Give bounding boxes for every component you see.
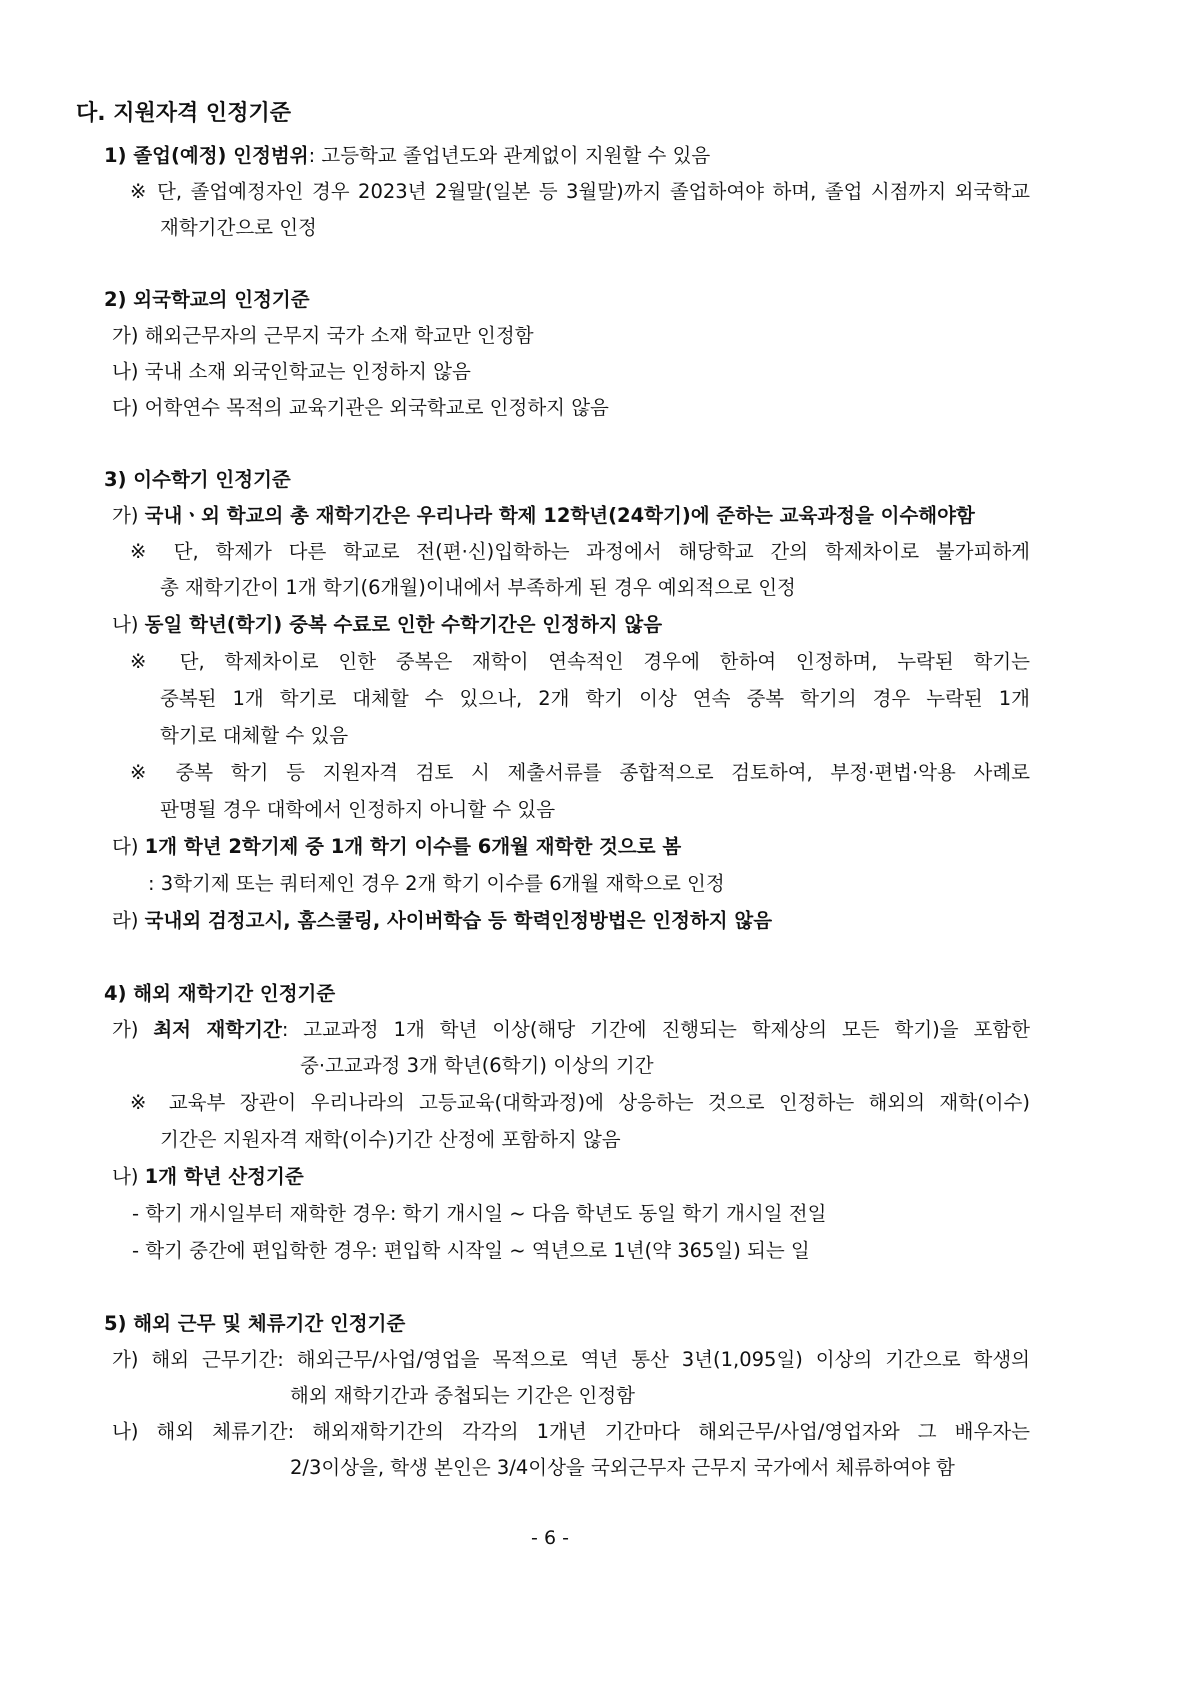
s5-item-b-line2: 2/3이상을, 학생 본인은 3/4이상을 국외근무자 근무지 국가에서 체류하여야 함 [290, 1456, 955, 1479]
s4-b-list-item1: - 학기 개시일부터 재학한 경우: 학기 개시일 ~ 다음 학년도 동일 학기 개시일 전일 [132, 1202, 827, 1225]
s3-title: 3) 이수학기 인정기준 [104, 468, 291, 491]
section-heading: 다. 지원자격 인정기준 [76, 101, 291, 126]
s4-item-a-line2: 중·고교과정 3개 학년(6학기) 이상의 기간 [300, 1054, 654, 1077]
s3-item-c-marker: 다) [112, 835, 139, 858]
s4-item-a-label: 최저 재학기간 [153, 1018, 282, 1041]
s3-b-note1-line2: 중복된 1개 학기로 대체할 수 있으나, 2개 학기 이상 연속 중복 학기의 경우 누락된 1개 [160, 687, 1030, 710]
s4-item-a-marker: 가) [112, 1018, 139, 1041]
s1-text: : 고등학교 졸업년도와 관계없이 지원할 수 있음 [308, 144, 711, 167]
s1-note-line2: 재학기간으로 인정 [160, 216, 317, 239]
s2-title: 2) 외국학교의 인정기준 [104, 288, 310, 311]
page-number: - 6 - [531, 1527, 569, 1549]
s3-item-c-text: 1개 학년 2학기제 중 1개 학기 이수를 6개월 재학한 것으로 봄 [144, 835, 682, 858]
s3-item-a-text: 국내ㆍ외 학교의 총 재학기간은 우리나라 학제 12학년(24학기)에 준하는 교육과정을 이수해야함 [144, 504, 975, 527]
s3-item-b-text: 동일 학년(학기) 중복 수료로 인한 수학기간은 인정하지 않음 [144, 613, 663, 636]
s3-item-a [112, 502, 975, 530]
s3-a-note-line2: 총 재학기간이 1개 학기(6개월)이내에서 부족하게 된 경우 예외적으로 인정 [160, 576, 796, 599]
s3-b-note2-line1: ※ 중복 학기 등 지원자격 검토 시 제출서류를 종합적으로 검토하여, 부정·편법·악용 사례로 [130, 761, 1030, 784]
s3-item-c [112, 833, 681, 861]
s3-item-c-sub: : 3학기제 또는 쿼터제인 경우 2개 학기 이수를 6개월 재학으로 인정 [148, 872, 725, 895]
s4-title: 4) 해외 재학기간 인정기준 [104, 982, 336, 1005]
s2-item-c: 다) 어학연수 목적의 교육기관은 외국학교로 인정하지 않음 [112, 396, 609, 419]
s3-item-d-text: 국내외 검정고시, 홈스쿨링, 사이버학습 등 학력인정방법은 인정하지 않음 [144, 909, 773, 932]
s4-item-b-text: 1개 학년 산정기준 [144, 1165, 304, 1188]
s1-title: 1) 졸업(예정) 인정범위 [104, 144, 309, 167]
s3-b-note2-line2: 판명될 경우 대학에서 인정하지 아니할 수 있음 [160, 798, 556, 821]
s5-item-a-line2: 해외 재학기간과 중첩되는 기간은 인정함 [290, 1384, 636, 1407]
s3-item-d-marker: 라) [112, 909, 139, 932]
s4-item-a-text1: : 고교과정 1개 학년 이상(해당 기간에 진행되는 학제상의 모든 학기)을 포함한 [281, 1018, 1030, 1041]
s4-item-b-marker: 나) [112, 1165, 139, 1188]
s3-item-b-marker: 나) [112, 613, 139, 636]
s4-b-list-item2: - 학기 중간에 편입학한 경우: 편입학 시작일 ~ 역년으로 1년(약 365일) 되는 일 [132, 1239, 810, 1262]
s5-item-b-line1: 나) 해외 체류기간: 해외재학기간의 각각의 1개년 기간마다 해외근무/사업/영업자와 그 배우자는 [112, 1420, 1030, 1443]
s1-line [104, 142, 710, 170]
s2-item-a: 가) 해외근무자의 근무지 국가 소재 학교만 인정함 [112, 324, 534, 347]
s3-item-a-marker: 가) [112, 504, 139, 527]
s3-a-note-line1: ※ 단, 학제가 다른 학교로 전(편·신)입학하는 과정에서 해당학교 간의 학제차이로 불가피하게 [130, 540, 1030, 563]
s4-item-a-line1 [112, 1016, 1030, 1044]
s5-title: 5) 해외 근무 및 체류기간 인정기준 [104, 1312, 406, 1335]
s4-a-note-line1: ※ 교육부 장관이 우리나라의 고등교육(대학과정)에 상응하는 것으로 인정하는 해외의 재학(이수) [130, 1091, 1030, 1114]
s3-b-note1-line3: 학기로 대체할 수 있음 [160, 724, 349, 747]
s3-item-b [112, 611, 662, 639]
s1-note-line1: ※ 단, 졸업예정자인 경우 2023년 2월말(일본 등 3월말)까지 졸업하여야 하며, 졸업 시점까지 외국학교 [130, 180, 1030, 203]
s4-item-b [112, 1163, 304, 1191]
s2-item-b: 나) 국내 소재 외국인학교는 인정하지 않음 [112, 360, 471, 383]
s3-b-note1-line1: ※ 단, 학제차이로 인한 중복은 재학이 연속적인 경우에 한하여 인정하며, 누락된 학기는 [130, 650, 1030, 673]
s4-a-note-line2: 기간은 지원자격 재학(이수)기간 산정에 포함하지 않음 [160, 1128, 621, 1151]
s5-item-a-line1: 가) 해외 근무기간: 해외근무/사업/영업을 목적으로 역년 통산 3년(1,095일) 이상의 기간으로 학생의 [112, 1348, 1030, 1371]
s3-item-d [112, 907, 772, 935]
